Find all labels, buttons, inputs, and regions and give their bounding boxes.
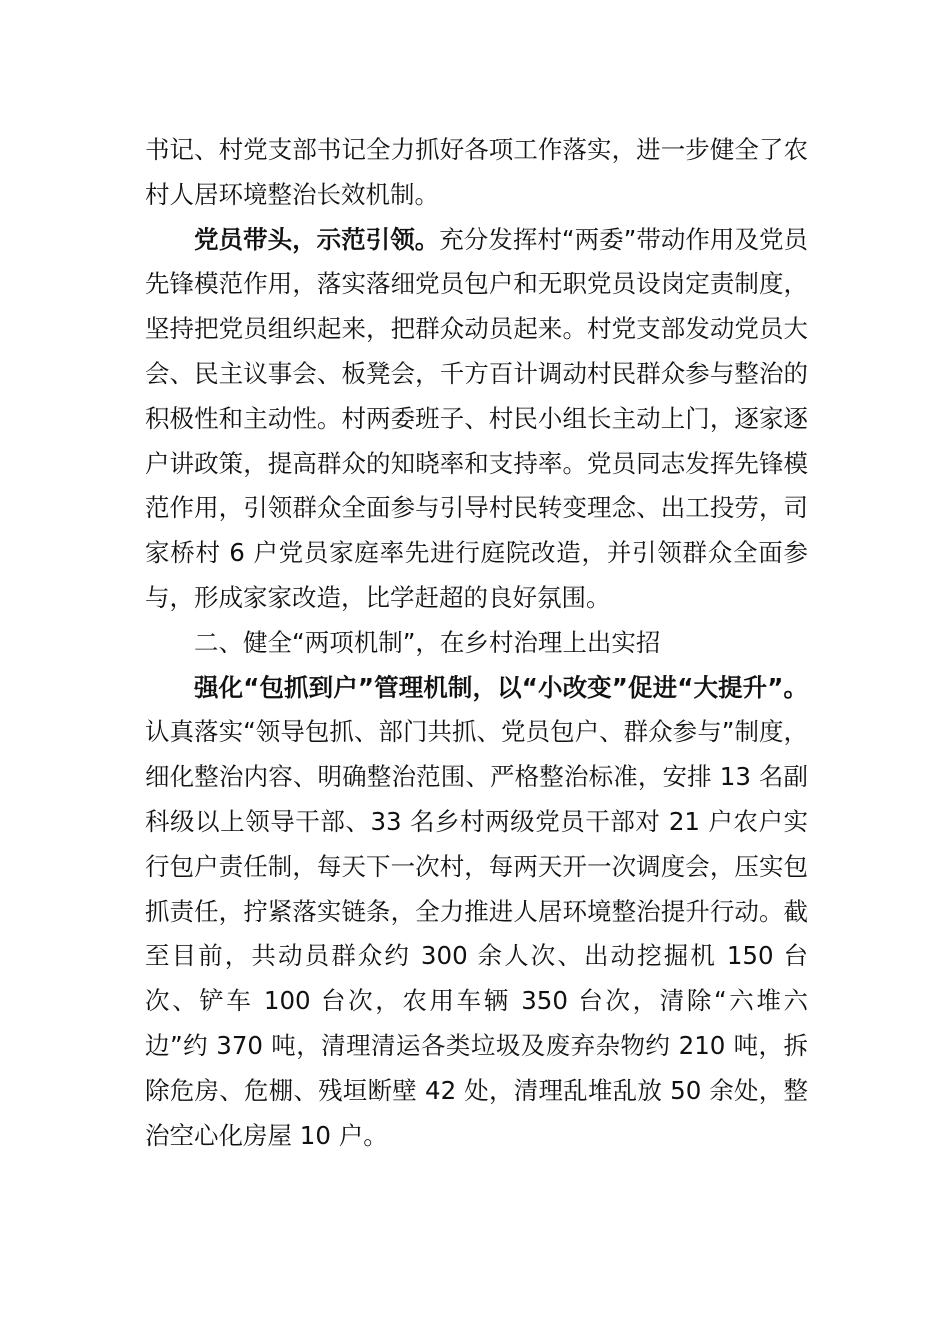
paragraph-text: 充分发挥村“两委”带动作用及党员先锋模范作用，落实落细党员包户和无职党员设岗定责制度，坚持把党员组织起来，把群众动员起来。村党支部发动党员大会、民主议事会、板凳会，千方百计调动村民群众参与整治的积极性和主动性。村两委班子、村民小组长主动上门，逐家逐户讲政策，提高群众的知晓率和支持率。党员同志发挥先锋模范作用，引领群众全面参与引导村民转变理念、出工投劳，司家桥村 6 户党员家庭率先进行庭院改造，并引领群众全面参与，形成家家改造，比学赶超的良好氛围。: [145, 224, 808, 612]
paragraph-household-mechanism: [145, 666, 808, 1159]
section-heading: [145, 621, 808, 666]
paragraph-continuation: [145, 128, 808, 218]
section-heading-text: 二、健全“两项机制”，在乡村治理上出实招: [194, 627, 661, 657]
paragraph-party-members: [145, 218, 808, 621]
paragraph-text: 认真落实“领导包抓、部门共抓、党员包户、群众参与”制度，细化整治内容、明确整治范围、严格整治标准，安排 13 名副科级以上领导干部、33 名乡村两级党员干部对 21 户农户实行包户责任制，每天下一次村，每两天开一次调度会，压实包抓责任，拧紧落实链条，全力推进人居环境整治提升行动。截至目前，共动员群众约 300 余人次、出动挖掘机 150 台次、铲车 100 台次，农用车辆 350 台次，清除“六堆六边”约 370 吨，清理清运各类垃圾及废弃杂物约 210 吨，拆除危房、危棚、残垣断壁 42 处，清理乱堆乱放 50 余处，整治空心化房屋 10 户。: [145, 717, 808, 1150]
document-body: [145, 128, 808, 1158]
paragraph-text: 书记、村党支部书记全力抓好各项工作落实，进一步健全了农村人居环境整治长效机制。: [145, 135, 808, 209]
paragraph-heading: 党员带头，示范引领。: [194, 224, 440, 254]
paragraph-heading: 强化“包抓到户”管理机制，以“小改变”促进“大提升”。: [194, 672, 808, 702]
